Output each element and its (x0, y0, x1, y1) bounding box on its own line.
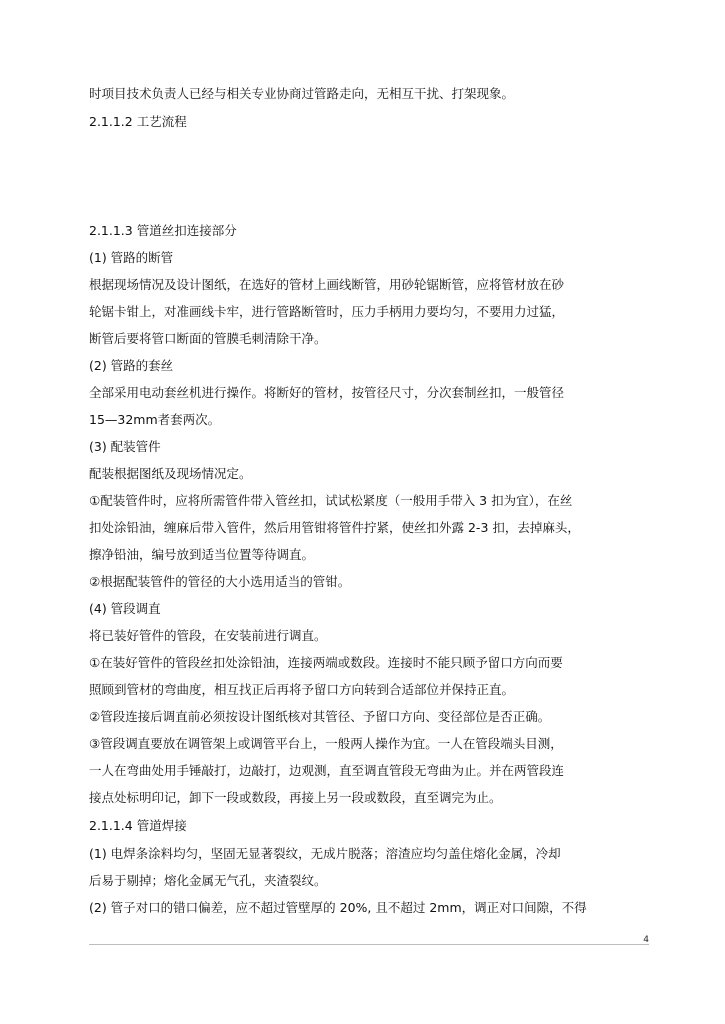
subheading: (2) 管路的套丝 (89, 358, 174, 373)
text-line: ①配装管件时，应将所需管件带入管丝扣，试试松紧度（一般用手带入 3 扣为宜），在丝 (89, 493, 573, 508)
text-line: 将已装好管件的管段，在安装前进行调直。 (89, 628, 327, 643)
subheading: (4) 管段调直 (89, 601, 161, 616)
section-heading: 2.1.1.2 工艺流程 (89, 114, 187, 129)
text-line: 后易于剔掉；熔化金属无气孔，夹渣裂纹。 (89, 873, 327, 888)
text-line: ③管段调直要放在调管架上或调管平台上，一般两人操作为宜。一人在管段端头目测， (89, 736, 563, 751)
text-line: 15—32mm者套两次。 (89, 412, 221, 427)
text-line: (2) 管子对口的错口偏差，应不超过管壁厚的 20%, 且不超过 2mm，调正对口间隙，不得 (89, 900, 587, 915)
text-line: 时项目技术负责人已经与相关专业协商过管路走向，无相互干扰、打架现象。 (89, 86, 515, 101)
subheading: (1) 管路的断管 (89, 250, 174, 265)
footer-divider (89, 944, 649, 945)
text-line: ②管段连接后调直前必须按设计图纸核对其管径、予留口方向、变径部位是否正确。 (89, 709, 551, 724)
text-line: 照顾到管材的弯曲度，相互找正后再将予留口方向转到合适部位并保持正直。 (89, 682, 515, 697)
text-line: 全部采用电动套丝机进行操作。将断好的管材，按管径尺寸，分次套制丝扣，一般管径 (89, 385, 565, 400)
section-heading: 2.1.1.3 管道丝扣连接部分 (89, 223, 237, 238)
page-number: 4 (643, 935, 649, 945)
text-line: 扣处涂铅油，缠麻后带入管件，然后用管钳将管件拧紧，使丝扣外露 2-3 扣，去掉麻头， (89, 520, 580, 535)
subheading: (3) 配装管件 (89, 439, 161, 454)
text-line: 接点处标明印记，卸下一段或数段，再接上另一段或数段，直至调完为止。 (89, 790, 502, 805)
text-line: 轮锯卡钳上，对准画线卡牢，进行管路断管时，压力手柄用力要均匀，不要用力过猛， (89, 304, 565, 319)
text-line: 断管后要将管口断面的管膜毛刺清除干净。 (89, 331, 327, 346)
section-heading: 2.1.1.4 管道焊接 (89, 818, 187, 833)
text-line: ②根据配装管件的管径的大小选用适当的管钳。 (89, 574, 351, 589)
text-line: 根据现场情况及设计图纸，在选好的管材上画线断管，用砂轮锯断管，应将管材放在砂 (89, 277, 565, 292)
text-line: (1) 电焊条涂料均匀，坚固无显著裂纹，无成片脱落；溶渣应均匀盖住熔化金属，冷却 (89, 846, 561, 861)
text-line: ①在装好管件的管段丝扣处涂铅油，连接两端或数段。连接时不能只顾予留口方向而要 (89, 655, 563, 670)
text-line: 配装根据图纸及现场情况定。 (89, 466, 252, 481)
text-line: 一人在弯曲处用手锤敲打，边敲打，边观测，直至调直管段无弯曲为止。并在两管段连 (89, 763, 565, 778)
text-line: 擦净铅油，编号放到适当位置等待调直。 (89, 547, 315, 562)
